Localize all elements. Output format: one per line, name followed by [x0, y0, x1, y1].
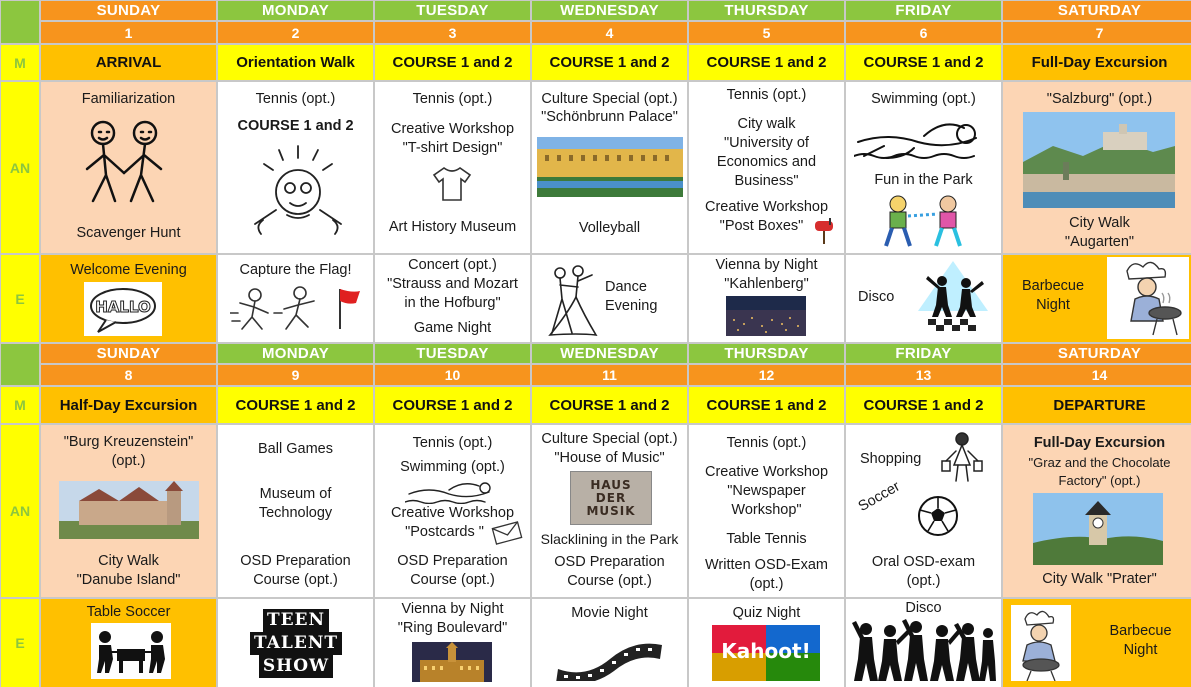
activity-text: "Kahlenberg"	[724, 276, 809, 292]
activity-text: "Graz and the Chocolate	[1028, 455, 1171, 470]
activity-text: Vienna by Night	[401, 601, 504, 617]
film-strip-icon	[556, 629, 664, 681]
activity-text: Oral OSD-exam	[871, 554, 976, 570]
activity-text: "Ring Boulevard"	[397, 620, 508, 636]
hallo-speech-bubble	[84, 282, 162, 336]
activity-text: Business"	[734, 173, 799, 189]
day-number: 4	[532, 22, 687, 43]
morning-activity: COURSE 1 and 2	[532, 387, 687, 423]
vienna-night-photo	[726, 296, 806, 336]
activity-text: OSD Preparation	[554, 554, 665, 570]
sign-text: HAUS	[590, 477, 632, 492]
evening-cell-mon2	[218, 255, 373, 342]
swimmer-small-drawing	[405, 480, 501, 504]
teen-talent-show-logo	[254, 605, 338, 681]
activity-text: Tennis (opt.)	[726, 435, 807, 451]
afternoon-cell-thu5	[689, 82, 844, 253]
day-number: 5	[689, 22, 844, 43]
activity-text: "University of	[724, 135, 809, 151]
day-name: SATURDAY	[1003, 1, 1191, 20]
activity-text: Course (opt.)	[253, 572, 338, 588]
activity-text: Table Tennis	[726, 531, 807, 547]
afternoon-cell-tue3	[375, 82, 530, 253]
activity-text: Welcome Evening	[70, 262, 187, 278]
morning-activity: Half-Day Excursion	[41, 387, 216, 423]
activity-text: Slacklining in the Park	[540, 531, 679, 547]
afternoon-cell-thu12	[689, 425, 844, 597]
afternoon-cell-sat7	[1003, 82, 1191, 253]
city-hall-night-photo	[412, 642, 492, 682]
day-number: 14	[1003, 365, 1191, 385]
friends-handshake-drawing	[79, 117, 169, 207]
activity-text: Night	[1036, 297, 1070, 313]
activity-text: "Postcards "	[405, 524, 484, 540]
evening-cell-tue3	[375, 255, 530, 342]
activity-text: Economics and	[716, 154, 817, 170]
activity-text: Dance	[605, 279, 647, 295]
morning-activity: COURSE 1 and 2	[375, 387, 530, 423]
day-name: SATURDAY	[1003, 344, 1191, 363]
day-name: THURSDAY	[689, 344, 844, 363]
activity-text: Disco	[905, 600, 942, 616]
activity-text: Swimming (opt.)	[871, 91, 976, 107]
day-name: TUESDAY	[375, 1, 530, 20]
activity-text: Factory" (opt.)	[1058, 473, 1141, 488]
stressed-student-drawing	[243, 140, 353, 240]
sign-text: MUSIK	[586, 503, 636, 518]
day-name: WEDNESDAY	[532, 344, 687, 363]
slot-label-morning: M	[1, 387, 39, 423]
activity-text: Barbecue	[1021, 278, 1085, 294]
evening-cell-sun8	[41, 599, 216, 687]
evening-cell-tue10	[375, 599, 530, 687]
morning-activity: ARRIVAL	[41, 45, 216, 80]
activity-text: (opt.)	[906, 573, 941, 589]
day-name: SUNDAY	[41, 1, 216, 20]
activity-text: "Salzburg" (opt.)	[1046, 91, 1153, 107]
activity-text: Tennis (opt.)	[412, 91, 493, 107]
evening-cell-thu12	[689, 599, 844, 687]
activity-text: Night	[1123, 642, 1158, 658]
header-corner	[1, 1, 39, 43]
activity-text: Soccer	[855, 478, 903, 515]
day-name: MONDAY	[218, 344, 373, 363]
activity-text: "Danube Island"	[76, 572, 181, 588]
afternoon-cell-wed11	[532, 425, 687, 597]
activity-text: Vienna by Night	[715, 257, 818, 273]
soccer-ball-icon	[917, 495, 959, 537]
morning-activity: DEPARTURE	[1003, 387, 1191, 423]
day-number: 3	[375, 22, 530, 43]
activity-text: Familiarization	[81, 91, 176, 107]
haus-der-musik-sign	[570, 471, 652, 525]
dancing-crowd-silhouette	[852, 619, 996, 683]
table-soccer-icon	[91, 623, 171, 679]
svg-text:HALLO: HALLO	[95, 298, 151, 316]
day-number: 10	[375, 365, 530, 385]
swimmer-drawing	[854, 116, 994, 164]
evening-cell-fri13	[846, 599, 1001, 687]
slot-label-evening: E	[1, 599, 39, 687]
graz-clock-tower-photo	[1033, 493, 1163, 565]
evening-cell-mon9	[218, 599, 373, 687]
afternoon-cell-fri13	[846, 425, 1001, 597]
activity-text: Course (opt.)	[567, 573, 652, 589]
evening-cell-wed4	[532, 255, 687, 342]
activity-text: Creative Workshop	[704, 199, 829, 215]
morning-activity: COURSE 1 and 2	[689, 387, 844, 423]
evening-cell-wed11	[532, 599, 687, 687]
activity-text: Concert (opt.)	[408, 257, 497, 273]
activity-text: OSD Preparation	[397, 553, 508, 569]
logo-text: SHOW	[259, 655, 333, 678]
activity-text: Tennis (opt.)	[255, 91, 336, 107]
activity-text: Barbecue	[1109, 623, 1172, 639]
day-name: FRIDAY	[846, 1, 1001, 20]
day-name: WEDNESDAY	[532, 1, 687, 20]
shopping-woman-drawing	[940, 431, 984, 483]
postcard-icon	[491, 521, 523, 545]
day-number: 12	[689, 365, 844, 385]
activity-text: "Augarten"	[1064, 234, 1135, 250]
morning-activity: COURSE 1 and 2	[846, 387, 1001, 423]
day-name: THURSDAY	[689, 1, 844, 20]
activity-text: Culture Special (opt.)	[541, 91, 678, 107]
t-shirt-icon	[430, 165, 474, 203]
activity-text: Capture the Flag!	[239, 262, 352, 278]
evening-cell-fri6	[846, 255, 1001, 342]
activity-text: (opt.)	[111, 453, 146, 469]
morning-activity: COURSE 1 and 2	[532, 45, 687, 80]
activity-text: Volleyball	[578, 220, 641, 236]
activity-text: (opt.)	[749, 576, 784, 592]
day-name: FRIDAY	[846, 344, 1001, 363]
day-number: 9	[218, 365, 373, 385]
activity-text: Museum of	[259, 486, 332, 502]
day-number: 13	[846, 365, 1001, 385]
day-number: 2	[218, 22, 373, 43]
evening-cell-thu5	[689, 255, 844, 342]
activity-text: "Burg Kreuzenstein"	[63, 434, 194, 450]
activity-text: Culture Special (opt.)	[541, 431, 678, 447]
activity-text: Table Soccer	[86, 604, 171, 620]
day-number: 1	[41, 22, 216, 43]
schonbrunn-palace-photo	[537, 137, 683, 197]
activity-text: "Strauss and Mozart	[387, 276, 518, 292]
afternoon-cell-sun8	[41, 425, 216, 597]
day-number: 6	[846, 22, 1001, 43]
day-number: 11	[532, 365, 687, 385]
slot-label-morning: M	[1, 45, 39, 80]
activity-text: Ball Games	[258, 441, 333, 457]
activity-text: City Walk	[1069, 215, 1130, 231]
logo-text: TEEN	[263, 609, 329, 632]
sign-text: DER	[595, 490, 627, 505]
afternoon-cell-mon9	[218, 425, 373, 597]
activity-text: COURSE 1 and 2	[237, 118, 354, 134]
activity-text: Game Night	[413, 320, 492, 336]
header-corner	[1, 344, 39, 385]
activity-text: Swimming (opt.)	[400, 459, 505, 475]
slot-label-afternoon: AN	[1, 425, 39, 597]
kahoot-logo	[712, 625, 820, 681]
afternoon-cell-tue10	[375, 425, 530, 597]
activity-text: Shopping	[860, 451, 922, 467]
slot-label-afternoon: AN	[1, 82, 39, 253]
activity-text: Course (opt.)	[410, 572, 495, 588]
morning-activity: Orientation Walk	[218, 45, 373, 80]
day-name: TUESDAY	[375, 344, 530, 363]
afternoon-cell-wed4	[532, 82, 687, 253]
activity-text: Scavenger Hunt	[76, 225, 181, 241]
slot-label-evening: E	[1, 255, 39, 342]
activity-text: Creative Workshop	[390, 121, 515, 137]
barbecue-chef-drawing	[1107, 257, 1189, 339]
activity-text: Creative Workshop	[390, 505, 515, 521]
water-fight-kids-drawing	[878, 192, 968, 248]
day-name: MONDAY	[218, 1, 373, 20]
afternoon-cell-fri6	[846, 82, 1001, 253]
activity-text: OSD Preparation	[240, 553, 351, 569]
activity-text: Creative Workshop	[704, 464, 829, 480]
activity-text: Art History Museum	[388, 219, 517, 235]
activity-text: Evening	[605, 298, 658, 314]
morning-activity: COURSE 1 and 2	[375, 45, 530, 80]
activity-text: in the Hofburg"	[404, 295, 501, 311]
activity-text: "House of Music"	[554, 450, 665, 466]
activity-text: City Walk "Prater"	[1042, 571, 1157, 587]
salzburg-photo	[1023, 112, 1175, 208]
afternoon-cell-sat14	[1003, 425, 1191, 597]
morning-activity: COURSE 1 and 2	[689, 45, 844, 80]
activity-text: Movie Night	[571, 605, 648, 621]
evening-cell-sat7	[1003, 255, 1191, 342]
mailbox-icon	[813, 218, 835, 244]
activity-text: Technology	[258, 505, 333, 521]
logo-text: Kahoot!	[721, 639, 811, 663]
disco-dancers-icon	[918, 261, 988, 333]
activity-text: Tennis (opt.)	[412, 435, 493, 451]
evening-cell-sat14	[1003, 599, 1191, 687]
day-number: 8	[41, 365, 216, 385]
morning-activity: COURSE 1 and 2	[218, 387, 373, 423]
activity-text: Disco	[858, 289, 895, 305]
activity-text: Workshop"	[731, 502, 802, 518]
morning-activity: COURSE 1 and 2	[846, 45, 1001, 80]
activity-text: "Schönbrunn Palace"	[541, 109, 678, 125]
activity-text: "Newspaper	[727, 483, 806, 499]
afternoon-cell-mon2	[218, 82, 373, 253]
activity-text: Tennis (opt.)	[726, 87, 807, 103]
activity-text: Full-Day Excursion	[1033, 435, 1166, 451]
activity-text: Fun in the Park	[874, 172, 973, 188]
activity-text: "Post Boxes"	[719, 218, 804, 234]
activity-text: "T-shirt Design"	[402, 140, 503, 156]
dancing-couple-drawing	[538, 263, 600, 337]
activity-text: Quiz Night	[732, 605, 801, 621]
activity-text: Written OSD-Exam	[704, 557, 828, 573]
activity-text: City Walk	[98, 553, 159, 569]
day-name: SUNDAY	[41, 344, 216, 363]
castle-photo	[59, 481, 199, 539]
activity-text: City walk	[737, 116, 796, 132]
afternoon-cell-sun1	[41, 82, 216, 253]
day-number: 7	[1003, 22, 1191, 43]
evening-cell-sun1	[41, 255, 216, 342]
logo-text: TALENT	[250, 632, 342, 655]
morning-activity: Full-Day Excursion	[1003, 45, 1191, 80]
running-flag-drawing	[230, 283, 365, 335]
barbecue-chef-drawing	[1011, 605, 1071, 681]
